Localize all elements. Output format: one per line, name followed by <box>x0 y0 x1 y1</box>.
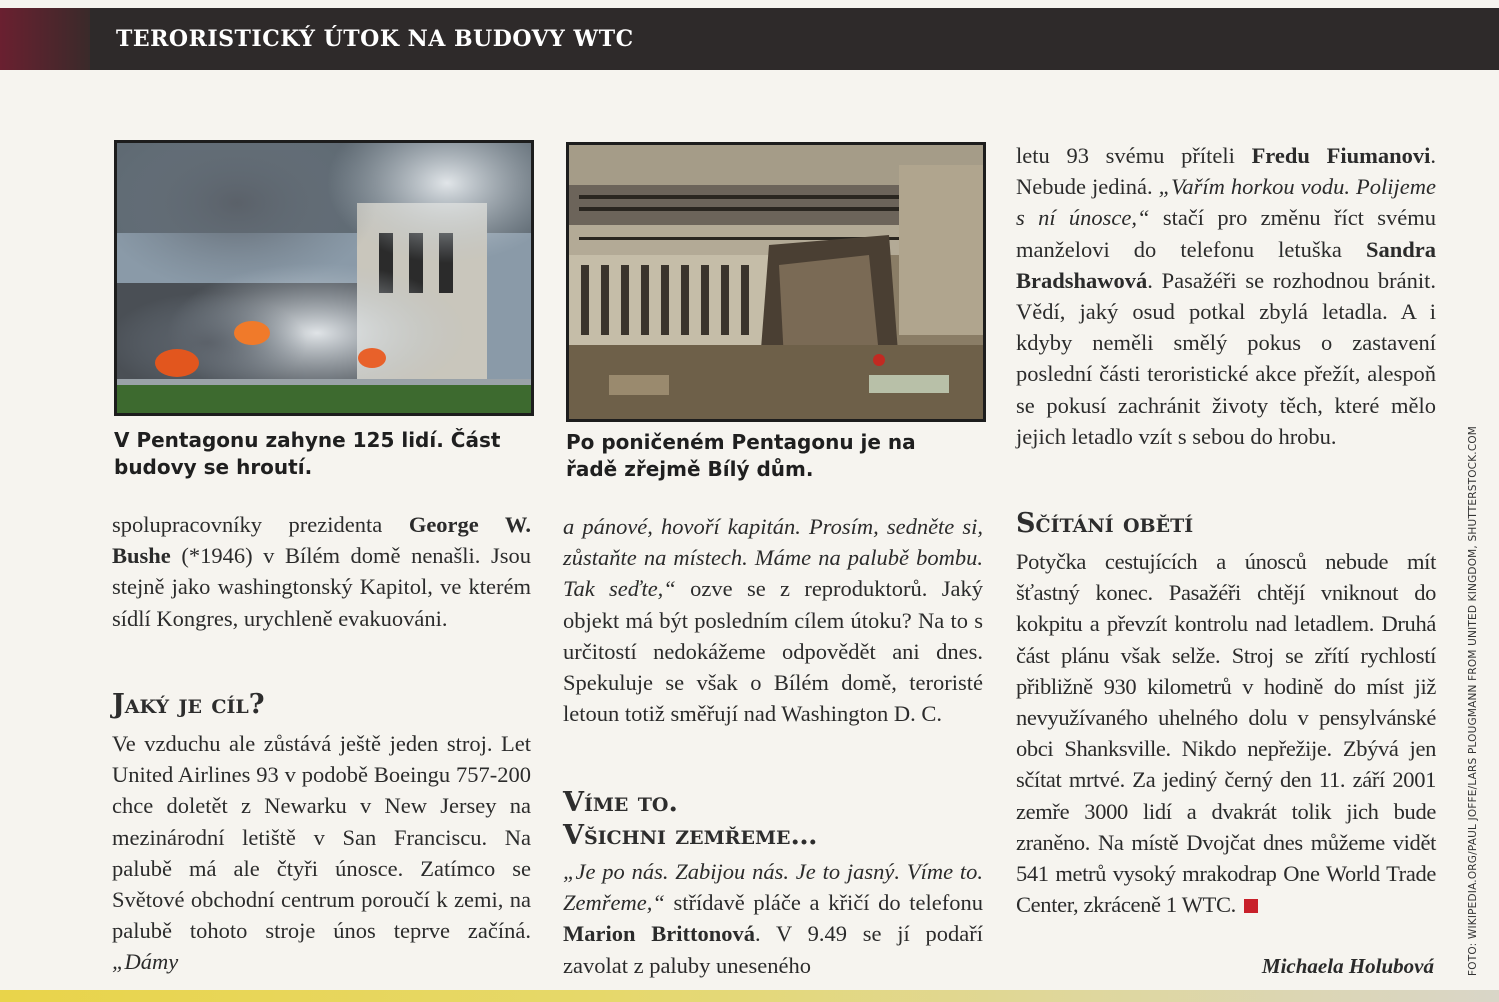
column-1-text-bottom <box>112 728 531 978</box>
column-1-paragraph-1 <box>112 509 531 634</box>
text-run: stačí pro změnu říct svému manželovi do telefonu letuška <box>1016 205 1436 262</box>
heading-vime-to <box>563 786 983 852</box>
text-run: Marion Brittonová <box>563 921 755 947</box>
pentagon-damage-photo <box>566 142 986 422</box>
text-run: . V 9.49 se jí podaří zavolat z paluby uneseného <box>563 921 983 978</box>
text-run: ozve se z reproduktorů. Jaký objekt má být posledním cílem útoku? Na to s určitostí nedokážeme odpovědět ani dnes. Spekuluje se však o Bílém domě, teroristé letoun totiž směřují nad Washington D. C. <box>563 576 983 727</box>
text-run: . Pasažéři se rozhodnou bránit. Vědí, jaký osud potkal zbylá letadla. A i kdyby neměli smělý pokus o zastavení poslední části teroristické akce přežít, alespoň se pokusí zachránit životy těch, které mělo jejich letadlo vzít s sebou do hrobu. <box>1016 267 1436 449</box>
section-title: TERORISTICKÝ ÚTOK NA BUDOVY WTC <box>116 26 634 52</box>
column-3-paragraph-2-text: Potyčka cestujících a únosců nebude mít šťastný konec. Pasažéři chtějí vniknout do kokpitu a převzít kontrolu nad letadlem. Druhá část plánu však selže. Stroj se zřítí rychlostí přibližně 930 kilometrů v hodině do míst již nevyužívaného uhelného dolu v pensylvánské obci Shanksville. Nikdo nepřežije. Zbývá jen sčítat mrtvé. Za jediný černý den 11. září 2001 zemře 3000 lidí a dvakrát tolik jich bude zraněno. Na místě Dvojčat dnes můžeme vidět 541 metrů vysoký mrakodrap One World Trade Center, zkráceně 1 WTC. <box>1016 549 1436 918</box>
text-run: a pánové, hovoří kapitán. Prosím, sedněte si, zůstaňte na místech. Máme na palubě bombu. Tak seďte,“ <box>563 514 983 602</box>
text-run: střídavě pláče a křičí do telefonu <box>664 890 983 916</box>
bottom-color-strip <box>0 990 1499 1002</box>
column-2-paragraph-2 <box>563 856 983 981</box>
text-run: letu 93 svému příteli <box>1016 143 1252 168</box>
column-2-text-top <box>563 511 983 729</box>
column-3-text-top <box>1016 140 1436 452</box>
text-run: „Dámy <box>112 949 179 975</box>
middle-photo-caption: Po poničeném Pentagonu je na řadě zřejmě Bílý dům. <box>566 430 916 481</box>
text-run: . Nebude jediná. <box>1016 143 1437 200</box>
column-2-text-bottom <box>563 856 983 981</box>
column-1-text-top <box>112 509 531 634</box>
text-run: „Je po nás. Zabijou nás. Je to jasný. Víme to. Zemřeme,“ <box>563 859 983 916</box>
text-run: spolupracovníky prezidenta <box>112 512 409 537</box>
heading-vime-to-line-2: Všichni zemřeme… <box>563 820 818 851</box>
heading-vime-to-line-1: Víme to. <box>563 787 678 818</box>
text-run: (*1946) v Bílém domě nenašli. Jsou stejně jako washingtonský Kapitol, ve kterém sídlí Kongres, urychleně evakuováni. <box>112 543 531 631</box>
text-run: „Vařím horkou vodu. Polijeme s ní únosce,“ <box>1016 174 1436 231</box>
column-3-paragraph-2 <box>1016 546 1436 920</box>
end-of-article-mark <box>1244 899 1258 913</box>
heading-jaky-je-cil: Jaký je cíl? <box>112 689 265 720</box>
text-run: Sandra Bradshawová <box>1016 236 1436 293</box>
text-run: Ve vzduchu ale zůstává ještě jeden stroj. Let United Airlines 93 v podobě Boeingu 757-200 chce doletět z Newarku v New Jersey na mezinárodní letiště v San Franciscu. Na palubě má ale čtyři únosce. Zatímco se Světové obchodní centrum poroučí k zemi, na palubě tohoto stroje únos teprve začíná. <box>112 731 531 944</box>
header-accent <box>0 8 90 70</box>
text-run: George W. Bushe <box>112 512 531 569</box>
pentagon-fire-photo <box>114 140 534 416</box>
text-run: Fredu Fiumanovi <box>1251 143 1431 168</box>
column-3-paragraph-1 <box>1016 140 1436 452</box>
photo-credit: FOTO: WIKIPEDIA.ORG/PAUL JOFFE/LARS PLOUGMANN FROM UNITED KINGDOM, SHUTTERSTOCK.COM <box>1467 425 1479 976</box>
column-2-paragraph-1 <box>563 511 983 729</box>
author-byline: Michaela Holubová <box>1261 954 1434 978</box>
heading-scitani-obeti: Sčítání obětí <box>1016 508 1194 539</box>
column-3-text-bottom <box>1016 546 1436 920</box>
column-1-paragraph-2 <box>112 728 531 978</box>
left-photo-caption: V Pentagonu zahyne 125 lidí. Část budovy se hroutí. <box>114 428 501 479</box>
